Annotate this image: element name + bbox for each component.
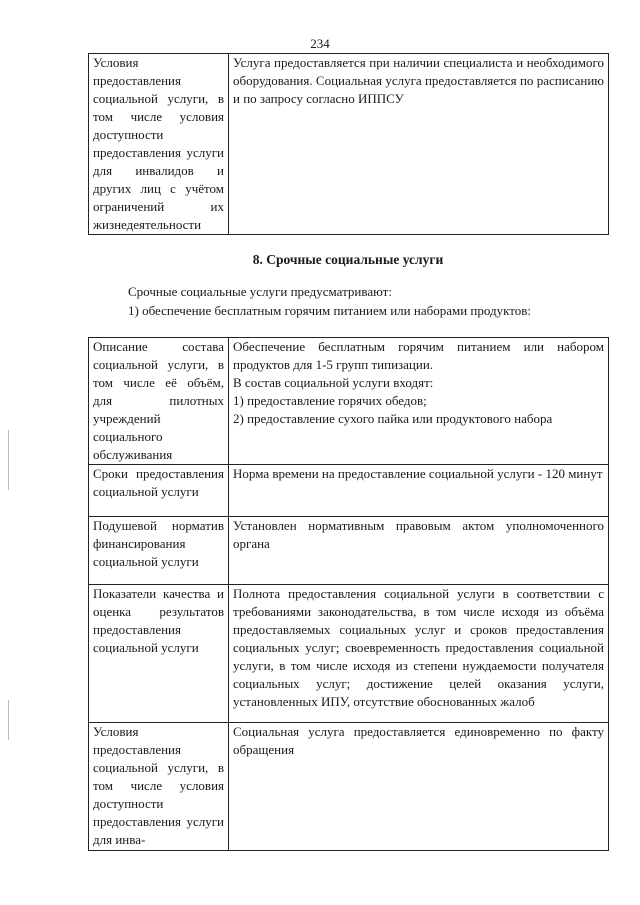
- table-row: [89, 517, 609, 585]
- row-label: Показатели качества и оценка результатов предоставления социальной услуги: [89, 585, 229, 723]
- table-row: [89, 338, 609, 465]
- row-value: Норма времени на предоставление социальной услуги - 120 минут: [229, 465, 609, 517]
- table-row: [89, 723, 609, 851]
- value-line: В состав социальной услуги входят:: [233, 375, 434, 390]
- top-table: [88, 53, 609, 235]
- row-label: Условия предоставления социальной услуги, в том числе условия доступности предоставления услуги для инва-: [89, 723, 229, 851]
- scan-margin-mark: [8, 700, 9, 740]
- page-number: 234: [310, 36, 330, 51]
- row-label: Описание состава социальной услуги, в том числе её объём, для пилотных учреждений социального обслуживания: [89, 338, 229, 465]
- services-table: [88, 337, 609, 851]
- row-value: [229, 338, 609, 465]
- section-item: 1) обеспечение бесплатным горячим питанием или наборами продуктов:: [128, 303, 532, 318]
- section-intro: Срочные социальные услуги предусматривают:: [128, 284, 392, 299]
- row-label: Подушевой норматив финансирования социальной услуги: [89, 517, 229, 585]
- table-row: [89, 54, 609, 235]
- row-label: Сроки предоставления социальной услуги: [89, 465, 229, 517]
- row-value: Установлен нормативным правовым актом уполномоченного органа: [229, 517, 609, 585]
- row-value: Социальная услуга предоставляется единовременно по факту обращения: [229, 723, 609, 851]
- row-label: Условия предоставления социальной услуги, в том числе условия доступности предоставления услуги для инвалидов и других лиц с учётом ограничений их жизнедеятельности: [89, 54, 229, 235]
- row-value: Услуга предоставляется при наличии специалиста и необходимого оборудования. Социальная услуга предоставляется по расписанию и по запросу согласно ИППСУ: [229, 54, 609, 235]
- section-title: 8. Срочные социальные услуги: [252, 252, 444, 267]
- value-line: Обеспечение бесплатным горячим питанием или набором продуктов для 1-5 групп типизации.: [233, 339, 604, 372]
- value-line: 2) предоставление сухого пайка или продуктового набора: [233, 411, 553, 426]
- row-value: Полнота предоставления социальной услуги в соответствии с требованиями законодательства, в том числе исходя из объёма предоставляемых социальных услуг и сроков предоставления социальных услуг; своевременность предоставления социальной услуги, в том числе исходя из степени нуждаемости получателя социальных услуг; достижение целей оказания услуги, установленных ИПУ, отсутствие обоснованных жалоб: [229, 585, 609, 723]
- scan-margin-mark: [8, 430, 9, 490]
- table-row: [89, 585, 609, 723]
- value-line: 1) предоставление горячих обедов;: [233, 393, 427, 408]
- table-row: [89, 465, 609, 517]
